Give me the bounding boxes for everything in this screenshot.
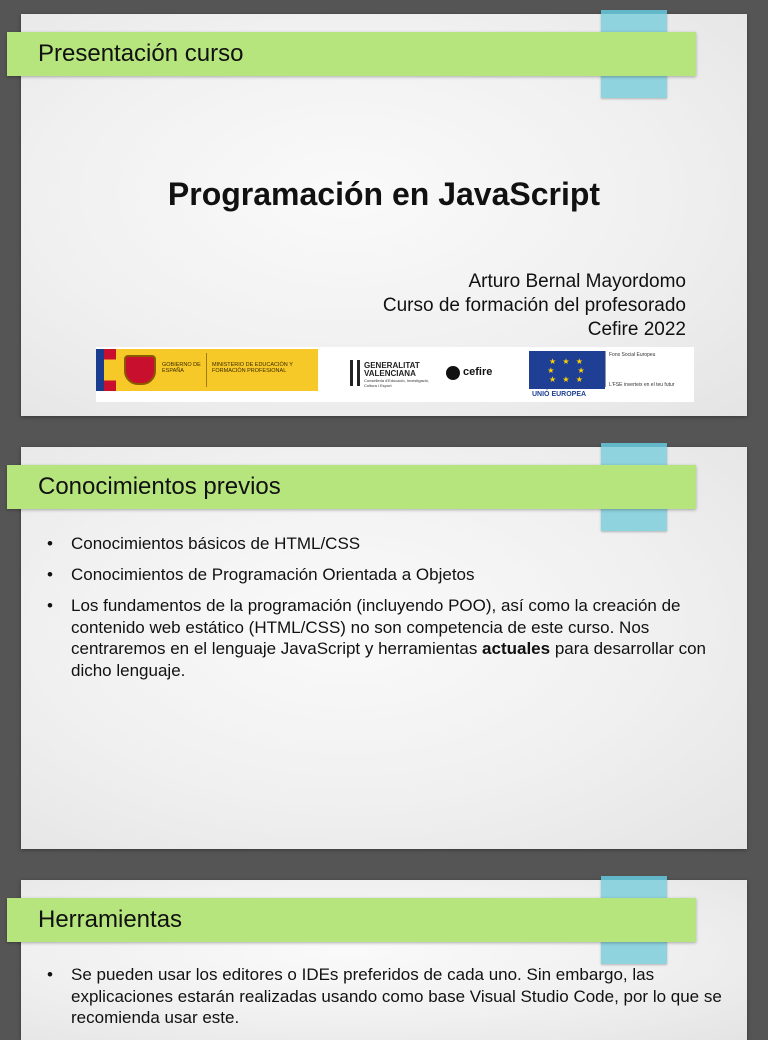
eu-label: UNIÓ EUROPEA [532, 391, 587, 398]
generalitat-label: GENERALITAT VALENCIANA [364, 361, 420, 378]
bullet-item: • Conocimientos de Programación Orientada a Objetos [47, 564, 737, 586]
bullet-item: • Conocimientos básicos de HTML/CSS [47, 533, 737, 555]
main-title: Programación en JavaScript [167, 176, 601, 212]
bullet-item: • Se pueden usar los editores o IDEs preferidos de cada uno. Sin embargo, las explicaciones estarán realizadas usando como base Visual Studio Code, por lo que se recomienda usar este. [47, 964, 737, 1029]
generalitat-icon [350, 360, 360, 386]
bullet-list [47, 964, 737, 1038]
fse-label: Fons Social Europeu [609, 352, 656, 358]
title-bar [7, 32, 696, 76]
slide-conocimientos [21, 447, 747, 849]
ministerio-label: MINISTERIO DE EDUCACIÓN Y FORMACIÓN PROFESIONAL [212, 362, 293, 374]
slide-title: Conocimientos previos [38, 473, 281, 500]
eu-flag-icon: ★ ★ ★ ★ ★ ★ ★ ★ [529, 351, 605, 389]
spain-flag-icon [104, 349, 116, 391]
sponsor-logos [96, 347, 694, 402]
fse-slogan: L'FSE inverteix en el teu futur [609, 382, 675, 388]
coat-of-arms-icon [124, 355, 156, 385]
cefire-label: cefire [463, 366, 493, 378]
slide-title: Herramientas [38, 906, 183, 933]
slide-presentacion [21, 14, 747, 416]
course-year: Cefire 2022 [587, 319, 686, 340]
logo-divider [605, 351, 606, 387]
title-bar [7, 898, 696, 942]
author-name: Arturo Bernal Mayordomo [468, 271, 686, 292]
generalitat-sub-label: Conselleria d'Educació, Investigació, Cultura i Esport [364, 378, 430, 388]
bullet-item [47, 595, 737, 681]
course-name: Curso de formación del profesorado [382, 295, 686, 316]
slide-herramientas [21, 880, 747, 1040]
slide-title: Presentación curso [38, 40, 244, 67]
bullet-emphasis: actuales [482, 639, 551, 658]
bullet-list [47, 533, 737, 691]
ministerio-logo [96, 349, 318, 391]
bullet-text-end: para desarrollar con dicho lenguaje. [71, 639, 707, 680]
cefire-icon [446, 366, 460, 380]
title-bar [7, 465, 696, 509]
author-block [383, 270, 686, 342]
bullet-text: Los fundamentos de la programación (incluyendo POO), así como la creación de contenido web estático (HTML/CSS) no son competencia de este curso. Nos centraremos en el lenguaje JavaScript y herramientas [71, 596, 681, 658]
logo-divider [206, 353, 207, 387]
eu-strip-icon [96, 349, 104, 391]
gobierno-label: GOBIERNO DE ESPAÑA [162, 362, 201, 374]
